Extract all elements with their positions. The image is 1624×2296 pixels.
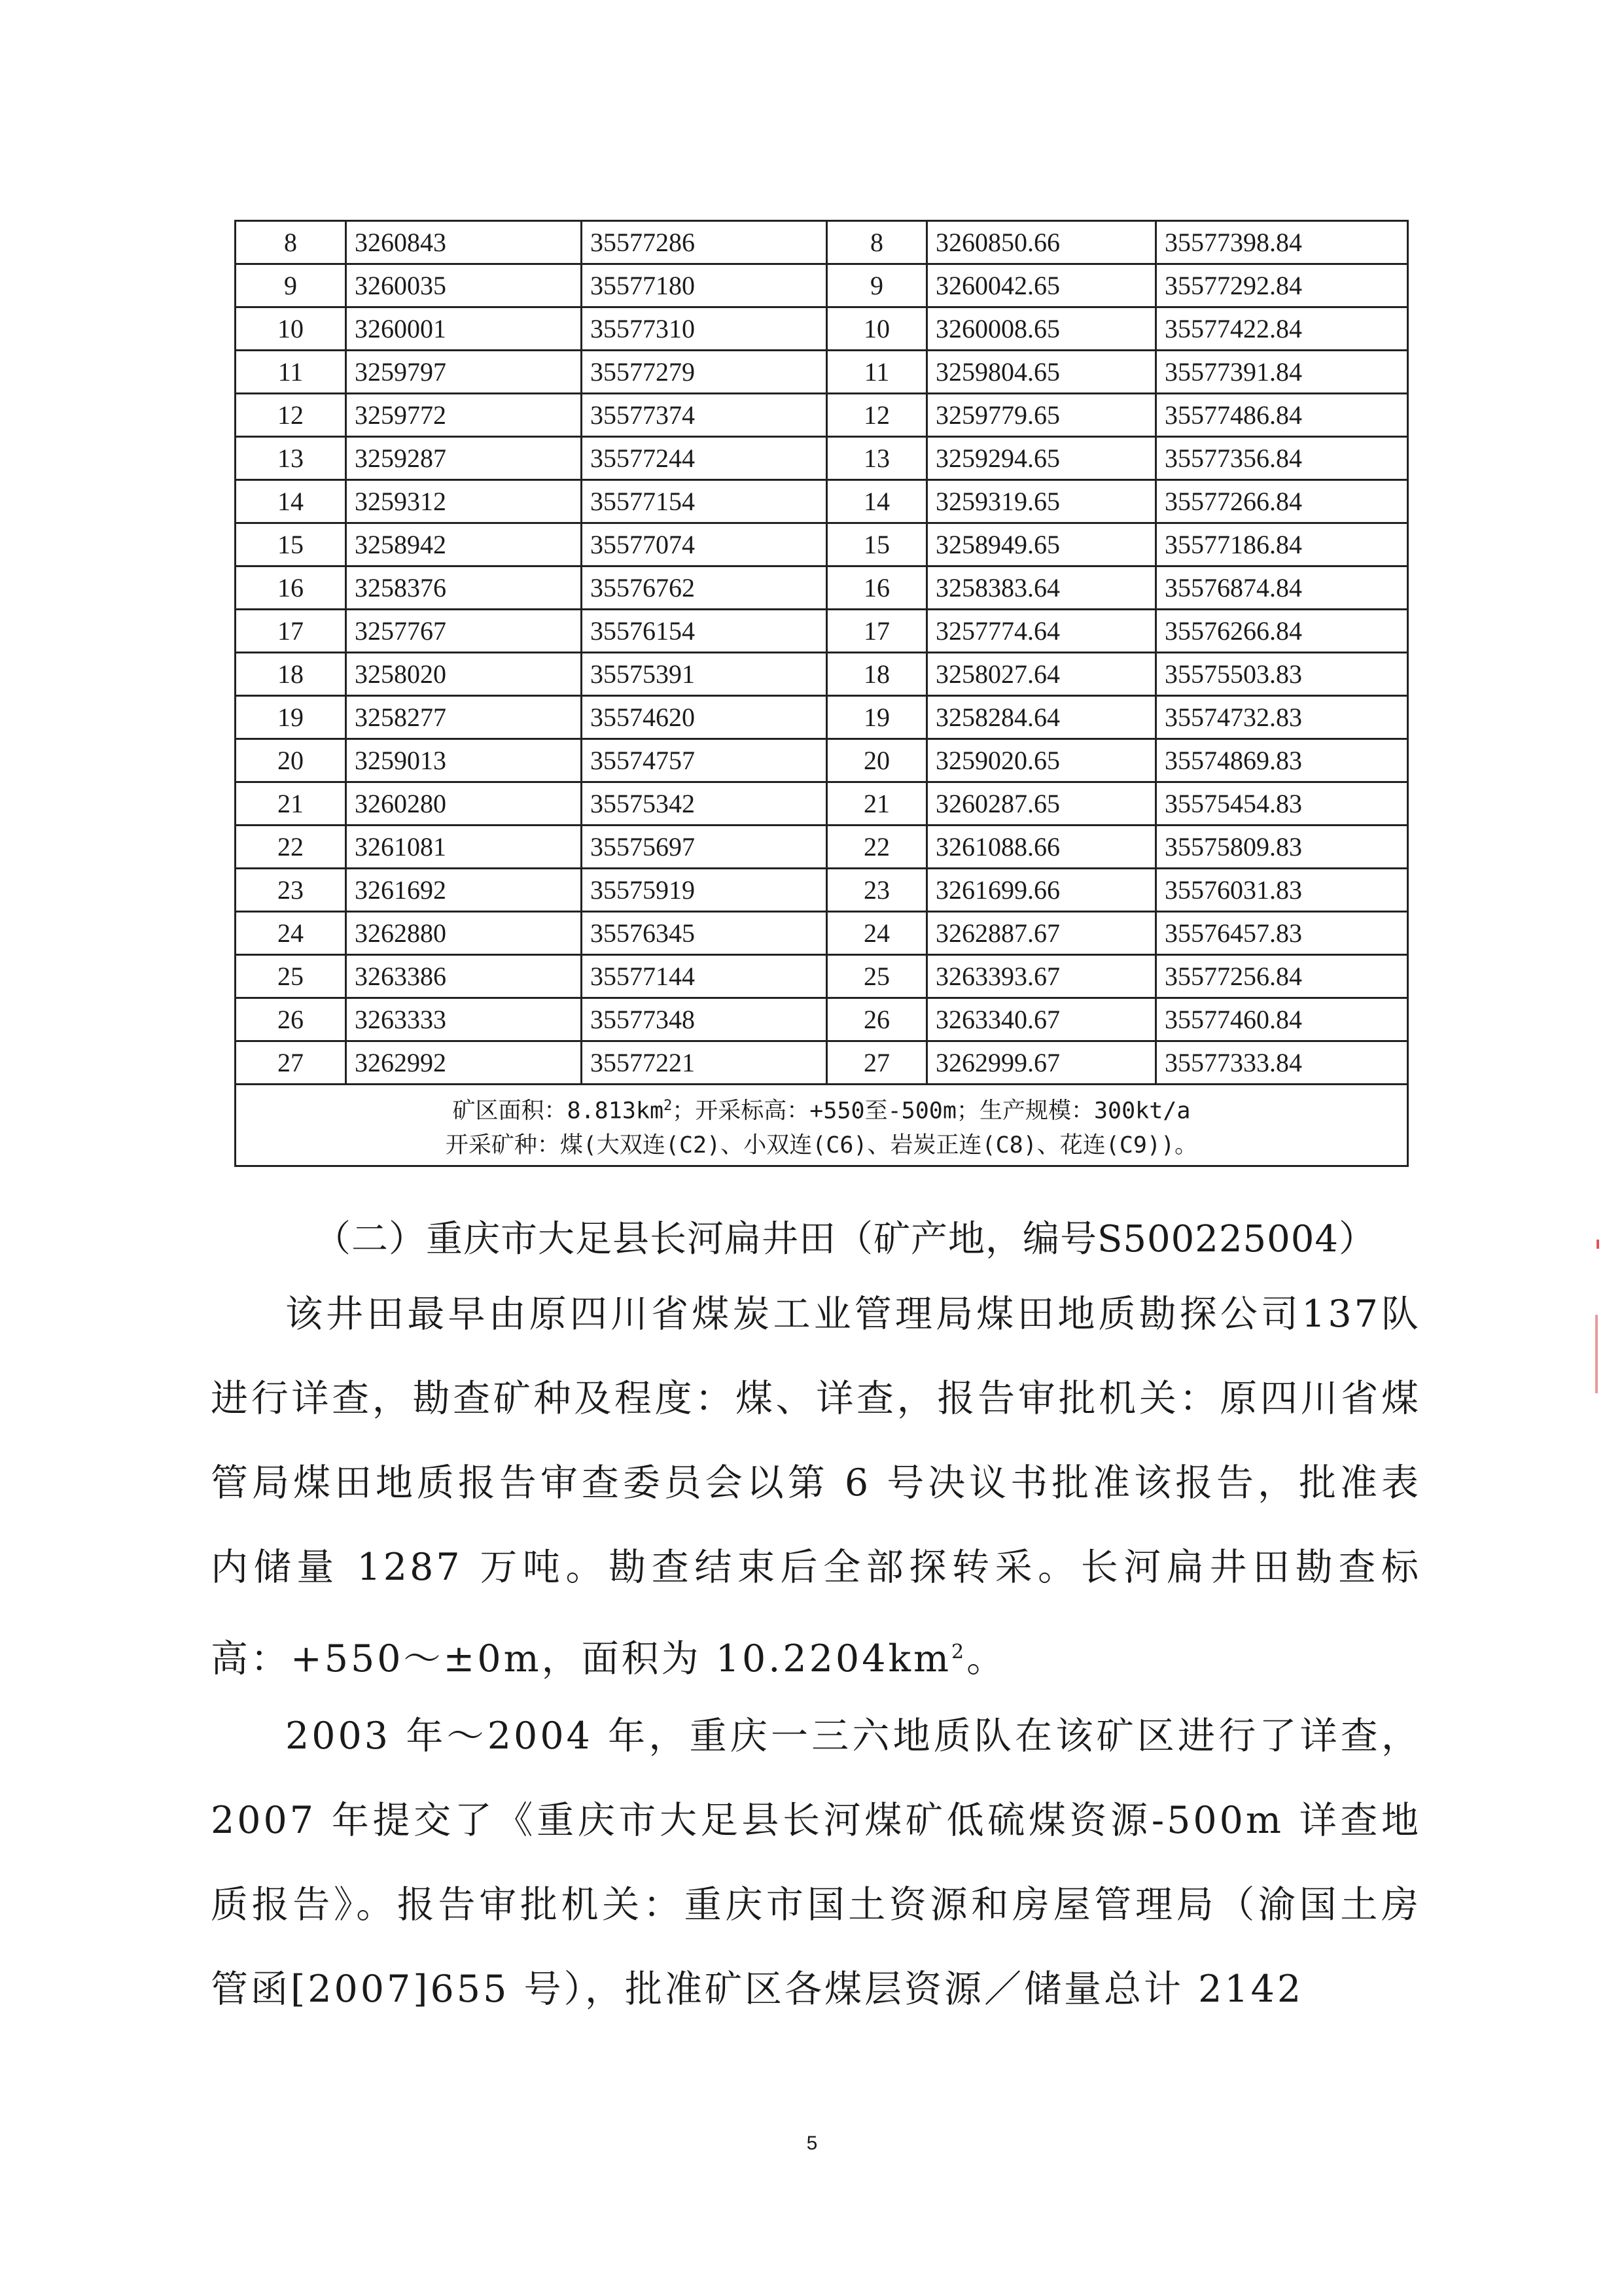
table-row <box>236 523 1408 566</box>
table-cell: 3260280 <box>346 782 582 826</box>
note-area-superscript: 2 <box>663 1098 673 1114</box>
table-cell: 3259020.65 <box>927 739 1156 782</box>
table-cell: 23 <box>827 869 927 912</box>
table-cell: 3258949.65 <box>927 523 1156 566</box>
table-cell: 3262999.67 <box>927 1041 1156 1085</box>
table-cell: 35574620 <box>582 696 827 739</box>
table-cell: 3258376 <box>346 566 582 610</box>
table-cell: 35577398.84 <box>1156 221 1408 264</box>
paragraph-1-superscript: 2 <box>951 1641 967 1663</box>
table-row <box>236 653 1408 696</box>
table-cell: 13 <box>827 437 927 480</box>
table-note-line-1 <box>236 1089 1407 1128</box>
table-cell: 35577154 <box>582 480 827 523</box>
table-cell: 14 <box>236 480 346 523</box>
table-cell: 35577286 <box>582 221 827 264</box>
table-cell: 3263386 <box>346 955 582 998</box>
table-note <box>236 1085 1408 1166</box>
table-cell: 27 <box>827 1041 927 1085</box>
table-cell: 3260042.65 <box>927 264 1156 307</box>
table-cell: 22 <box>236 826 346 869</box>
paragraph-1-end: 。 <box>966 1637 1007 1680</box>
table-row <box>236 955 1408 998</box>
table-cell: 3258942 <box>346 523 582 566</box>
paragraph-1 <box>211 1272 1421 1701</box>
table-cell: 35575809.83 <box>1156 826 1408 869</box>
table-cell: 3258027.64 <box>927 653 1156 696</box>
table-cell: 35574757 <box>582 739 827 782</box>
table-cell: 35577391.84 <box>1156 351 1408 394</box>
table-cell: 35577348 <box>582 998 827 1041</box>
coordinate-table <box>234 220 1409 1167</box>
table-cell: 3259287 <box>346 437 582 480</box>
table-cell: 25 <box>236 955 346 998</box>
table-cell: 3263393.67 <box>927 955 1156 998</box>
table-cell: 35577356.84 <box>1156 437 1408 480</box>
table-cell: 9 <box>236 264 346 307</box>
table-cell: 35576031.83 <box>1156 869 1408 912</box>
table-cell: 35575454.83 <box>1156 782 1408 826</box>
table-cell: 17 <box>827 610 927 653</box>
table-cell: 24 <box>236 912 346 955</box>
table-cell: 18 <box>827 653 927 696</box>
table-cell: 3258284.64 <box>927 696 1156 739</box>
table-row <box>236 1041 1408 1085</box>
table-row <box>236 912 1408 955</box>
table-cell: 8 <box>827 221 927 264</box>
table-cell: 20 <box>236 739 346 782</box>
table-cell: 3259797 <box>346 351 582 394</box>
table-cell: 3260001 <box>346 307 582 351</box>
table-cell: 35575391 <box>582 653 827 696</box>
table-cell: 3261699.66 <box>927 869 1156 912</box>
table-cell: 3263333 <box>346 998 582 1041</box>
table-cell: 3259804.65 <box>927 351 1156 394</box>
table-cell: 11 <box>236 351 346 394</box>
table-cell: 16 <box>827 566 927 610</box>
table-cell: 3257767 <box>346 610 582 653</box>
table-cell: 35577292.84 <box>1156 264 1408 307</box>
table-cell: 3259772 <box>346 394 582 437</box>
table-row <box>236 566 1408 610</box>
table-cell: 35577256.84 <box>1156 955 1408 998</box>
table-cell: 35575342 <box>582 782 827 826</box>
table-cell: 35577074 <box>582 523 827 566</box>
table-row <box>236 782 1408 826</box>
table-cell: 12 <box>827 394 927 437</box>
table-cell: 35577486.84 <box>1156 394 1408 437</box>
table-row <box>236 307 1408 351</box>
table-cell: 3262887.67 <box>927 912 1156 955</box>
table-cell: 22 <box>827 826 927 869</box>
paragraph-1-text: 该井田最早由原四川省煤炭工业管理局煤田地质勘探公司137队进行详查，勘查矿种及程度：煤、详查，报告审批机关：原四川省煤管局煤田地质报告审查委员会以第 6 号决议书批准该报告，批准表内储量 1287 万吨。勘查结束后全部探转采。长河扁井田勘查标高：+550～±0m，面积为 10.2204km <box>211 1293 1421 1680</box>
table-cell: 26 <box>827 998 927 1041</box>
table-cell: 35577221 <box>582 1041 827 1085</box>
table-cell: 3259013 <box>346 739 582 782</box>
table-cell: 3258383.64 <box>927 566 1156 610</box>
table-cell: 3258020 <box>346 653 582 696</box>
table-cell: 3261081 <box>346 826 582 869</box>
note-area-text: 矿区面积：8.813km <box>452 1098 664 1124</box>
table-cell: 3257774.64 <box>927 610 1156 653</box>
table-row <box>236 869 1408 912</box>
table-cell: 19 <box>827 696 927 739</box>
table-cell: 35576266.84 <box>1156 610 1408 653</box>
table-cell: 35577279 <box>582 351 827 394</box>
table-cell: 35577460.84 <box>1156 998 1408 1041</box>
table-cell: 18 <box>236 653 346 696</box>
section-heading: （二）重庆市大足县长河扁井田（矿产地，编号S500225004） <box>314 1218 1377 1261</box>
table-cell: 35574869.83 <box>1156 739 1408 782</box>
table-cell: 35575919 <box>582 869 827 912</box>
table-cell: 12 <box>236 394 346 437</box>
table-cell: 21 <box>236 782 346 826</box>
table-cell: 35577180 <box>582 264 827 307</box>
table-note-row <box>236 1085 1408 1166</box>
table-cell: 21 <box>827 782 927 826</box>
table-row <box>236 264 1408 307</box>
table-cell: 35576345 <box>582 912 827 955</box>
table-row <box>236 351 1408 394</box>
table-cell: 3260287.65 <box>927 782 1156 826</box>
table-row <box>236 480 1408 523</box>
table-cell: 19 <box>236 696 346 739</box>
table-row <box>236 610 1408 653</box>
table-cell: 3258277 <box>346 696 582 739</box>
table-row <box>236 739 1408 782</box>
table-cell: 3260008.65 <box>927 307 1156 351</box>
table-cell: 35577310 <box>582 307 827 351</box>
page-number: 5 <box>806 2132 818 2154</box>
table-row <box>236 696 1408 739</box>
table-cell: 35577244 <box>582 437 827 480</box>
table-cell: 35576457.83 <box>1156 912 1408 955</box>
table-cell: 3261088.66 <box>927 826 1156 869</box>
table-cell: 16 <box>236 566 346 610</box>
table-cell: 9 <box>827 264 927 307</box>
table-cell: 3259294.65 <box>927 437 1156 480</box>
table-cell: 25 <box>827 955 927 998</box>
table-cell: 3262992 <box>346 1041 582 1085</box>
paragraph-2: 2003 年～2004 年，重庆一三六地质队在该矿区进行了详查，2007 年提交了《重庆市大足县长河煤矿低硫煤资源-500m 详查地质报告》。报告审批机关：重庆市国土资源和房屋管理局（渝国土房管函[2007]655 号），批准矿区各煤层资源／储量总计 2142 <box>211 1714 1421 2011</box>
table-cell: 35576154 <box>582 610 827 653</box>
table-row <box>236 998 1408 1041</box>
table-cell: 20 <box>827 739 927 782</box>
table-cell: 35576874.84 <box>1156 566 1408 610</box>
table-note-line-2: 开采矿种：煤(大双连(C2)、小双连(C6)、岩炭正连(C8)、花连(C9))。 <box>445 1132 1198 1158</box>
table-cell: 3259312 <box>346 480 582 523</box>
table-cell: 13 <box>236 437 346 480</box>
table-cell: 35577186.84 <box>1156 523 1408 566</box>
table-cell: 35577422.84 <box>1156 307 1408 351</box>
table-cell: 3259779.65 <box>927 394 1156 437</box>
table-cell: 26 <box>236 998 346 1041</box>
scan-mark <box>1595 1315 1598 1393</box>
table-cell: 17 <box>236 610 346 653</box>
table-cell: 3260843 <box>346 221 582 264</box>
table-cell: 10 <box>827 307 927 351</box>
table-cell: 3260850.66 <box>927 221 1156 264</box>
table-row <box>236 437 1408 480</box>
table-cell: 35574732.83 <box>1156 696 1408 739</box>
table-cell: 8 <box>236 221 346 264</box>
table-cell: 3263340.67 <box>927 998 1156 1041</box>
table-cell: 35577333.84 <box>1156 1041 1408 1085</box>
note-elevation-scale-text: ；开采标高：+550至-500m；生产规模：300kt/a <box>672 1098 1191 1124</box>
table-cell: 35575503.83 <box>1156 653 1408 696</box>
table-cell: 27 <box>236 1041 346 1085</box>
table-cell: 10 <box>236 307 346 351</box>
table-cell: 35575697 <box>582 826 827 869</box>
table-cell: 35577374 <box>582 394 827 437</box>
table-cell: 23 <box>236 869 346 912</box>
table-cell: 14 <box>827 480 927 523</box>
table-cell: 11 <box>827 351 927 394</box>
table-cell: 15 <box>827 523 927 566</box>
table-row <box>236 826 1408 869</box>
scan-mark <box>1597 1240 1599 1249</box>
table-cell: 3259319.65 <box>927 480 1156 523</box>
table-cell: 15 <box>236 523 346 566</box>
table-cell: 24 <box>827 912 927 955</box>
table-row <box>236 394 1408 437</box>
table-row <box>236 221 1408 264</box>
table-cell: 3262880 <box>346 912 582 955</box>
table-cell: 35576762 <box>582 566 827 610</box>
coordinate-table-body <box>236 221 1408 1085</box>
table-cell: 35577144 <box>582 955 827 998</box>
table-cell: 35577266.84 <box>1156 480 1408 523</box>
table-cell: 3261692 <box>346 869 582 912</box>
table-cell: 3260035 <box>346 264 582 307</box>
